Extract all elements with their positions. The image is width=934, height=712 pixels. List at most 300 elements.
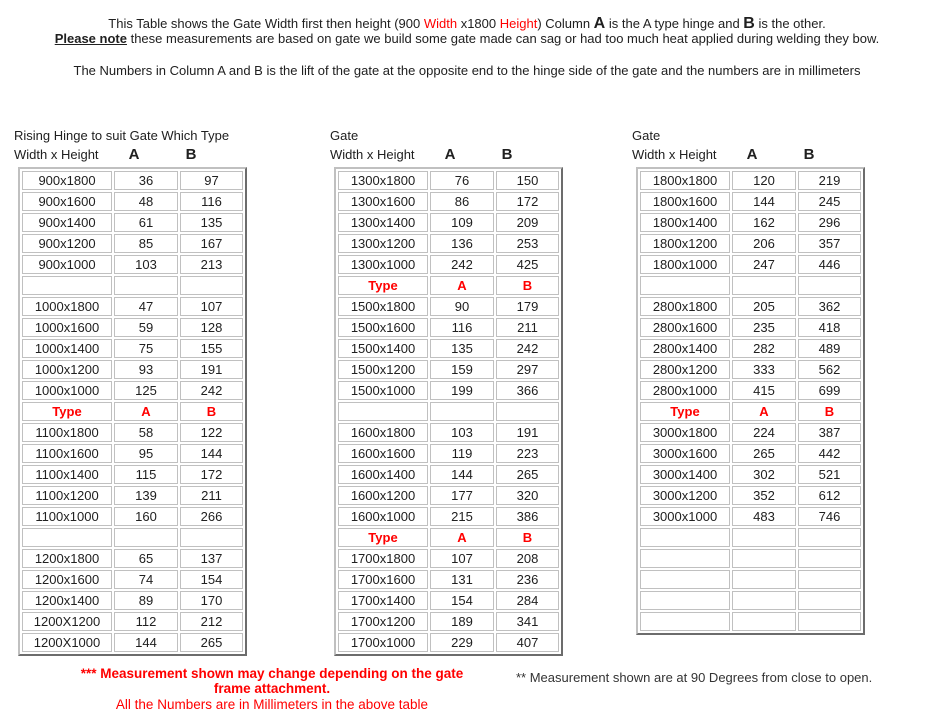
table-row bbox=[22, 192, 243, 211]
table-row bbox=[640, 423, 861, 442]
a-value-cell: A bbox=[430, 276, 494, 295]
b-value-cell: 219 bbox=[798, 171, 861, 190]
table-row bbox=[22, 234, 243, 253]
size-cell: 1100x1000 bbox=[22, 507, 112, 526]
size-cell: 1500x1400 bbox=[338, 339, 428, 358]
size-cell: 1500x1600 bbox=[338, 318, 428, 337]
size-cell: 1100x1600 bbox=[22, 444, 112, 463]
a-value-cell: 206 bbox=[732, 234, 796, 253]
a-value-cell: 103 bbox=[114, 255, 178, 274]
table-row bbox=[640, 192, 861, 211]
table-row bbox=[22, 213, 243, 232]
b-value-cell: 236 bbox=[496, 570, 559, 589]
table-row bbox=[22, 444, 243, 463]
table-title: Rising Hinge to suit Gate Which Type bbox=[14, 128, 230, 143]
a-value-cell: 199 bbox=[430, 381, 494, 400]
b-value-cell: 154 bbox=[180, 570, 243, 589]
height-red-word: Height bbox=[499, 16, 538, 31]
table-row bbox=[640, 213, 861, 232]
b-value-cell: 211 bbox=[180, 486, 243, 505]
a-value-cell: 93 bbox=[114, 360, 178, 379]
size-cell: Type bbox=[338, 276, 428, 295]
a-value-cell: 131 bbox=[430, 570, 494, 589]
a-value-cell: 107 bbox=[430, 549, 494, 568]
b-value-cell: 320 bbox=[496, 486, 559, 505]
empty-row bbox=[640, 612, 861, 631]
size-cell: 1100x1400 bbox=[22, 465, 112, 484]
size-cell: 3000x1000 bbox=[640, 507, 730, 526]
b-value-cell: 116 bbox=[180, 192, 243, 211]
b-value-cell: 209 bbox=[496, 213, 559, 232]
table-row bbox=[640, 255, 861, 274]
size-cell bbox=[640, 591, 730, 610]
intro-text-block bbox=[0, 16, 934, 78]
table-row bbox=[22, 486, 243, 505]
b-value-cell: 562 bbox=[798, 360, 861, 379]
table-row bbox=[338, 486, 559, 505]
table-row bbox=[640, 360, 861, 379]
column-a-letter: A bbox=[593, 15, 606, 32]
b-value-cell: B bbox=[496, 276, 559, 295]
b-value-cell: 172 bbox=[496, 192, 559, 211]
size-cell: 3000x1600 bbox=[640, 444, 730, 463]
size-cell: 1600x1600 bbox=[338, 444, 428, 463]
a-value-cell: A bbox=[430, 528, 494, 547]
a-value-cell: 76 bbox=[430, 171, 494, 190]
a-value-cell bbox=[114, 276, 178, 295]
table-column-headers bbox=[330, 145, 563, 165]
b-value-cell bbox=[798, 276, 861, 295]
size-cell: 3000x1200 bbox=[640, 486, 730, 505]
size-cell: 1700x1400 bbox=[338, 591, 428, 610]
b-value-cell: 107 bbox=[180, 297, 243, 316]
size-cell bbox=[640, 549, 730, 568]
table-row bbox=[22, 591, 243, 610]
size-cell: Type bbox=[22, 402, 112, 421]
table-row bbox=[338, 171, 559, 190]
size-cell: 2800x1600 bbox=[640, 318, 730, 337]
b-value-cell: 418 bbox=[798, 318, 861, 337]
size-cell: 2800x1200 bbox=[640, 360, 730, 379]
size-cell: 1000x1200 bbox=[22, 360, 112, 379]
size-cell: 900x1400 bbox=[22, 213, 112, 232]
type-header-row bbox=[640, 402, 861, 421]
size-cell: 1500x1200 bbox=[338, 360, 428, 379]
a-value-cell: 95 bbox=[114, 444, 178, 463]
a-value-cell: 116 bbox=[430, 318, 494, 337]
column-b-header: B bbox=[501, 146, 513, 163]
size-cell bbox=[640, 276, 730, 295]
b-value-cell: 150 bbox=[496, 171, 559, 190]
a-value-cell: 115 bbox=[114, 465, 178, 484]
b-value-cell: 425 bbox=[496, 255, 559, 274]
a-value-cell: 59 bbox=[114, 318, 178, 337]
table-column-headers bbox=[14, 145, 247, 165]
size-cell: 900x1600 bbox=[22, 192, 112, 211]
table-row bbox=[338, 192, 559, 211]
column-a-header: A bbox=[128, 146, 140, 163]
size-cell: 1600x1200 bbox=[338, 486, 428, 505]
please-note-label: Please note bbox=[54, 31, 127, 46]
size-cell: 1300x1200 bbox=[338, 234, 428, 253]
intro-line-2-text: these measurements are based on gate we build some gate made can sag or had too much heat applied during welding they bow. bbox=[126, 31, 880, 46]
b-value-cell: 265 bbox=[496, 465, 559, 484]
a-value-cell: 75 bbox=[114, 339, 178, 358]
size-cell: 1800x1800 bbox=[640, 171, 730, 190]
table-row bbox=[338, 549, 559, 568]
size-cell bbox=[338, 402, 428, 421]
size-cell: 1600x1400 bbox=[338, 465, 428, 484]
column-b-header: B bbox=[185, 146, 197, 163]
table-row bbox=[338, 339, 559, 358]
b-value-cell: 144 bbox=[180, 444, 243, 463]
a-value-cell: A bbox=[114, 402, 178, 421]
empty-row bbox=[640, 570, 861, 589]
a-value-cell: 89 bbox=[114, 591, 178, 610]
a-value-cell: 160 bbox=[114, 507, 178, 526]
a-value-cell: 242 bbox=[430, 255, 494, 274]
gate-measurements-table bbox=[636, 167, 865, 635]
b-value-cell: 341 bbox=[496, 612, 559, 631]
table-row bbox=[338, 318, 559, 337]
a-value-cell: 144 bbox=[732, 192, 796, 211]
b-value-cell: 266 bbox=[180, 507, 243, 526]
b-value-cell: 211 bbox=[496, 318, 559, 337]
empty-row bbox=[640, 276, 861, 295]
table-row bbox=[22, 633, 243, 652]
a-value-cell: 139 bbox=[114, 486, 178, 505]
size-cell: 1500x1800 bbox=[338, 297, 428, 316]
table-column-headers bbox=[632, 145, 865, 165]
type-header-row bbox=[22, 402, 243, 421]
b-value-cell: 253 bbox=[496, 234, 559, 253]
a-value-cell: 125 bbox=[114, 381, 178, 400]
table-row bbox=[640, 318, 861, 337]
size-cell: 1300x1400 bbox=[338, 213, 428, 232]
a-value-cell bbox=[732, 528, 796, 547]
size-cell: 1200x1400 bbox=[22, 591, 112, 610]
a-value-cell: 103 bbox=[430, 423, 494, 442]
size-cell: 1600x1800 bbox=[338, 423, 428, 442]
b-value-cell: 155 bbox=[180, 339, 243, 358]
table-row bbox=[640, 297, 861, 316]
a-value-cell: 90 bbox=[430, 297, 494, 316]
a-value-cell: 120 bbox=[732, 171, 796, 190]
intro-line-1-text: This Table shows the Gate Width first then height (900 bbox=[108, 16, 424, 31]
size-cell: 1700x1200 bbox=[338, 612, 428, 631]
table-row bbox=[338, 381, 559, 400]
table-row bbox=[640, 339, 861, 358]
size-cell: 2800x1400 bbox=[640, 339, 730, 358]
a-value-cell: A bbox=[732, 402, 796, 421]
size-cell: 1800x1400 bbox=[640, 213, 730, 232]
size-cell: 1000x1400 bbox=[22, 339, 112, 358]
column-a-header: A bbox=[746, 146, 758, 163]
a-value-cell: 144 bbox=[114, 633, 178, 652]
table-row bbox=[22, 381, 243, 400]
size-cell: 1700x1800 bbox=[338, 549, 428, 568]
size-cell: 1100x1200 bbox=[22, 486, 112, 505]
a-value-cell: 86 bbox=[430, 192, 494, 211]
a-value-cell bbox=[732, 549, 796, 568]
size-cell: 1200X1200 bbox=[22, 612, 112, 631]
b-value-cell: 122 bbox=[180, 423, 243, 442]
a-value-cell: 302 bbox=[732, 465, 796, 484]
b-value-cell: 746 bbox=[798, 507, 861, 526]
b-value-cell bbox=[798, 528, 861, 547]
a-value-cell: 189 bbox=[430, 612, 494, 631]
b-value-cell bbox=[496, 402, 559, 421]
table-row bbox=[22, 297, 243, 316]
a-value-cell: 162 bbox=[732, 213, 796, 232]
size-cell: 900x1200 bbox=[22, 234, 112, 253]
a-value-cell: 36 bbox=[114, 171, 178, 190]
b-value-cell: 245 bbox=[798, 192, 861, 211]
empty-row bbox=[640, 528, 861, 547]
b-value-cell: 179 bbox=[496, 297, 559, 316]
b-value-cell: 284 bbox=[496, 591, 559, 610]
b-value-cell: 223 bbox=[496, 444, 559, 463]
table-row bbox=[640, 486, 861, 505]
size-cell: Type bbox=[338, 528, 428, 547]
b-value-cell: 170 bbox=[180, 591, 243, 610]
a-value-cell bbox=[732, 591, 796, 610]
b-value-cell: 521 bbox=[798, 465, 861, 484]
a-value-cell: 58 bbox=[114, 423, 178, 442]
b-value-cell: 446 bbox=[798, 255, 861, 274]
b-value-cell bbox=[798, 570, 861, 589]
a-value-cell: 47 bbox=[114, 297, 178, 316]
table-row bbox=[338, 570, 559, 589]
type-header-row bbox=[338, 528, 559, 547]
size-cell: 900x1000 bbox=[22, 255, 112, 274]
b-value-cell: B bbox=[496, 528, 559, 547]
width-red-word: Width bbox=[423, 16, 458, 31]
table-row bbox=[640, 171, 861, 190]
table-row bbox=[640, 507, 861, 526]
size-cell: 1200X1000 bbox=[22, 633, 112, 652]
a-value-cell: 154 bbox=[430, 591, 494, 610]
a-value-cell: 135 bbox=[430, 339, 494, 358]
b-value-cell: 191 bbox=[496, 423, 559, 442]
table-title: Gate bbox=[330, 128, 359, 143]
a-value-cell: 61 bbox=[114, 213, 178, 232]
b-value-cell: 362 bbox=[798, 297, 861, 316]
table-title: Gate bbox=[632, 128, 661, 143]
a-value-cell: 74 bbox=[114, 570, 178, 589]
table-row bbox=[338, 213, 559, 232]
a-value-cell: 144 bbox=[430, 465, 494, 484]
a-value-cell: 177 bbox=[430, 486, 494, 505]
a-value-cell: 205 bbox=[732, 297, 796, 316]
a-value-cell bbox=[732, 276, 796, 295]
a-value-cell: 224 bbox=[732, 423, 796, 442]
size-cell bbox=[22, 528, 112, 547]
b-value-cell: 242 bbox=[496, 339, 559, 358]
table-row bbox=[640, 234, 861, 253]
empty-row bbox=[22, 528, 243, 547]
size-cell: 1200x1600 bbox=[22, 570, 112, 589]
a-value-cell: 136 bbox=[430, 234, 494, 253]
b-value-cell: 442 bbox=[798, 444, 861, 463]
size-cell bbox=[22, 276, 112, 295]
size-cell: 1800x1000 bbox=[640, 255, 730, 274]
table-row bbox=[640, 465, 861, 484]
size-cell bbox=[640, 570, 730, 589]
a-value-cell: 247 bbox=[732, 255, 796, 274]
table-row bbox=[22, 612, 243, 631]
a-value-cell: 65 bbox=[114, 549, 178, 568]
table-row bbox=[22, 255, 243, 274]
size-cell: 1300x1000 bbox=[338, 255, 428, 274]
table-row bbox=[22, 339, 243, 358]
gate-table-group-left bbox=[14, 126, 247, 656]
table-row bbox=[338, 465, 559, 484]
b-value-cell: B bbox=[180, 402, 243, 421]
a-value-cell: 483 bbox=[732, 507, 796, 526]
b-value-cell: 97 bbox=[180, 171, 243, 190]
b-value-cell: 172 bbox=[180, 465, 243, 484]
footer-degrees-note: ** Measurement shown are at 90 Degrees from close to open. bbox=[516, 670, 873, 685]
intro-line-1 bbox=[0, 16, 934, 31]
size-cell: 1000x1800 bbox=[22, 297, 112, 316]
table-row bbox=[338, 507, 559, 526]
a-value-cell: 48 bbox=[114, 192, 178, 211]
a-value-cell: 415 bbox=[732, 381, 796, 400]
size-cell: 1800x1600 bbox=[640, 192, 730, 211]
b-value-cell: B bbox=[798, 402, 861, 421]
gate-table-group-middle bbox=[330, 126, 563, 656]
a-value-cell: 85 bbox=[114, 234, 178, 253]
footer-millimeters-note: All the Numbers are in Millimeters in the above table bbox=[115, 697, 429, 712]
a-value-cell: 109 bbox=[430, 213, 494, 232]
intro-line-1-text: is the A type hinge and bbox=[605, 16, 744, 31]
table-row bbox=[22, 318, 243, 337]
a-value-cell: 282 bbox=[732, 339, 796, 358]
size-cell: 1300x1600 bbox=[338, 192, 428, 211]
size-cell: 2800x1000 bbox=[640, 381, 730, 400]
b-value-cell: 167 bbox=[180, 234, 243, 253]
b-value-cell bbox=[798, 612, 861, 631]
intro-line-1-text: is the other. bbox=[754, 16, 826, 31]
a-value-cell: 112 bbox=[114, 612, 178, 631]
b-value-cell: 128 bbox=[180, 318, 243, 337]
b-value-cell: 297 bbox=[496, 360, 559, 379]
b-value-cell bbox=[798, 591, 861, 610]
type-header-row bbox=[338, 276, 559, 295]
b-value-cell: 212 bbox=[180, 612, 243, 631]
gate-measurements-table bbox=[18, 167, 247, 656]
table-row bbox=[22, 423, 243, 442]
a-value-cell: 352 bbox=[732, 486, 796, 505]
column-a-header: A bbox=[444, 146, 456, 163]
empty-row bbox=[640, 549, 861, 568]
width-height-column-header: Width x Height bbox=[330, 147, 415, 162]
table-row bbox=[338, 612, 559, 631]
width-height-column-header: Width x Height bbox=[14, 147, 99, 162]
size-cell: 3000x1400 bbox=[640, 465, 730, 484]
size-cell: 1800x1200 bbox=[640, 234, 730, 253]
size-cell: 1200x1800 bbox=[22, 549, 112, 568]
size-cell: 1000x1000 bbox=[22, 381, 112, 400]
a-value-cell: 119 bbox=[430, 444, 494, 463]
size-cell: 1700x1600 bbox=[338, 570, 428, 589]
empty-row bbox=[640, 591, 861, 610]
b-value-cell bbox=[798, 549, 861, 568]
size-cell: 1100x1800 bbox=[22, 423, 112, 442]
table-row bbox=[338, 255, 559, 274]
table-row bbox=[22, 507, 243, 526]
a-value-cell bbox=[430, 402, 494, 421]
table-row bbox=[338, 360, 559, 379]
table-row bbox=[640, 444, 861, 463]
a-value-cell bbox=[114, 528, 178, 547]
b-value-cell: 242 bbox=[180, 381, 243, 400]
size-cell: 1600x1000 bbox=[338, 507, 428, 526]
intro-line-2 bbox=[0, 31, 934, 46]
a-value-cell: 159 bbox=[430, 360, 494, 379]
size-cell: 1500x1000 bbox=[338, 381, 428, 400]
b-value-cell: 135 bbox=[180, 213, 243, 232]
intro-line-1-text: x1800 bbox=[457, 16, 500, 31]
a-value-cell bbox=[732, 612, 796, 631]
b-value-cell: 407 bbox=[496, 633, 559, 652]
b-value-cell: 699 bbox=[798, 381, 861, 400]
b-value-cell: 296 bbox=[798, 213, 861, 232]
table-row bbox=[22, 171, 243, 190]
a-value-cell: 215 bbox=[430, 507, 494, 526]
size-cell: 2800x1800 bbox=[640, 297, 730, 316]
b-value-cell: 213 bbox=[180, 255, 243, 274]
footer-warning-block bbox=[72, 666, 472, 712]
table-row bbox=[22, 360, 243, 379]
gate-measurements-table bbox=[334, 167, 563, 656]
b-value-cell: 612 bbox=[798, 486, 861, 505]
size-cell: 3000x1800 bbox=[640, 423, 730, 442]
size-cell: 1300x1800 bbox=[338, 171, 428, 190]
b-value-cell: 357 bbox=[798, 234, 861, 253]
b-value-cell: 208 bbox=[496, 549, 559, 568]
b-value-cell: 366 bbox=[496, 381, 559, 400]
intro-line-1-text: ) Column bbox=[537, 16, 594, 31]
b-value-cell: 387 bbox=[798, 423, 861, 442]
b-value-cell: 191 bbox=[180, 360, 243, 379]
gate-table-group-right bbox=[632, 126, 865, 635]
column-b-letter: B bbox=[743, 15, 755, 32]
table-row bbox=[338, 444, 559, 463]
size-cell: Type bbox=[640, 402, 730, 421]
b-value-cell: 265 bbox=[180, 633, 243, 652]
empty-row bbox=[338, 402, 559, 421]
table-row bbox=[22, 549, 243, 568]
table-row bbox=[338, 591, 559, 610]
column-b-header: B bbox=[803, 146, 815, 163]
table-row bbox=[338, 423, 559, 442]
table-row bbox=[338, 297, 559, 316]
intro-line-3: The Numbers in Column A and B is the lift of the gate at the opposite end to the hinge side of the gate and the numbers are in millimeters bbox=[73, 63, 861, 78]
size-cell bbox=[640, 528, 730, 547]
footer-attachment-warning: *** Measurement shown may change depending on the gate frame attachment. bbox=[80, 666, 464, 696]
a-value-cell: 229 bbox=[430, 633, 494, 652]
empty-row bbox=[22, 276, 243, 295]
table-row bbox=[338, 633, 559, 652]
a-value-cell: 265 bbox=[732, 444, 796, 463]
a-value-cell: 235 bbox=[732, 318, 796, 337]
size-cell: 1000x1600 bbox=[22, 318, 112, 337]
b-value-cell: 489 bbox=[798, 339, 861, 358]
size-cell: 900x1800 bbox=[22, 171, 112, 190]
b-value-cell: 386 bbox=[496, 507, 559, 526]
